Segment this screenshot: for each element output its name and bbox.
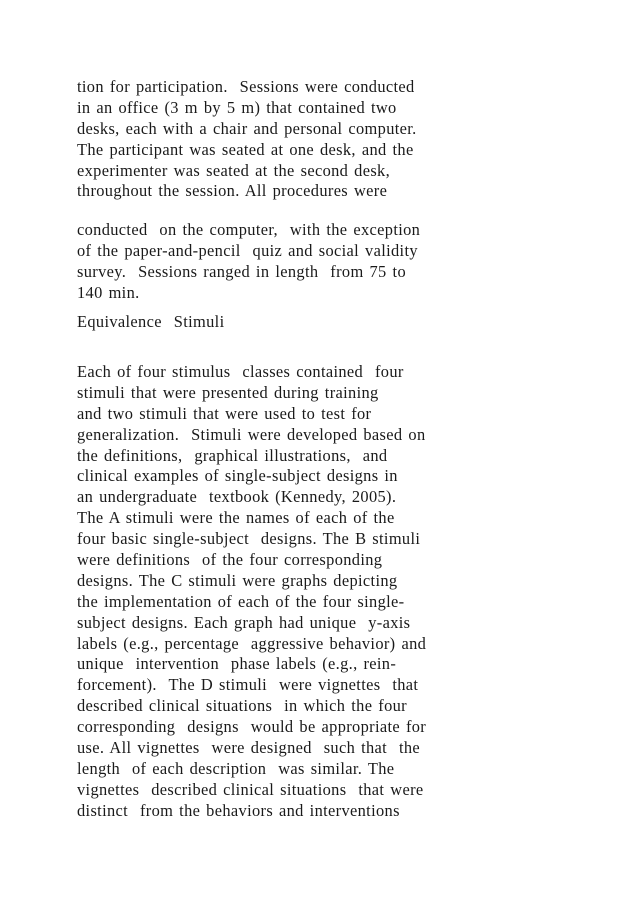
text-line: the implementation of each of the four single- <box>77 591 405 611</box>
text-line: in an office (3 m by 5 m) that contained two <box>77 97 397 117</box>
text-line: corresponding designs would be appropriate for <box>77 717 427 737</box>
text-line: unique intervention phase labels (e.g., rein- <box>77 654 397 674</box>
text-line: an undergraduate textbook (Kennedy, 2005). <box>77 487 397 507</box>
text-line: Each of four stimulus classes contained four <box>77 362 404 381</box>
text-line: designs. The C stimuli were graphs depicting <box>77 570 398 590</box>
section-heading-equivalence-stimuli <box>77 312 557 333</box>
text-line: forcement). The D stimuli were vignettes that <box>77 675 419 695</box>
text-line: 140 min. <box>77 282 140 302</box>
text-line: tion for participation. Sessions were conducted <box>77 77 415 96</box>
paragraph-stimulus-classes <box>77 362 557 822</box>
text-line: throughout the session. All procedures were <box>77 181 388 201</box>
text-line: distinct from the behaviors and interventions <box>77 800 400 820</box>
text-line: clinical examples of single-subject designs in <box>77 466 398 486</box>
text-line: were definitions of the four corresponding <box>77 550 383 570</box>
text-line: desks, each with a chair and personal computer. <box>77 118 417 138</box>
text-line: generalization. Stimuli were developed based on <box>77 424 426 444</box>
text-line: four basic single-subject designs. The B stimuli <box>77 529 421 549</box>
text-line: vignettes described clinical situations that were <box>77 779 424 799</box>
text-line: stimuli that were presented during training <box>77 382 379 402</box>
text-line: use. All vignettes were designed such that the <box>77 738 421 758</box>
text-line: The A stimuli were the names of each of the <box>77 508 395 528</box>
text-line: conducted on the computer, with the exception <box>77 220 421 239</box>
text-line: subject designs. Each graph had unique y-axis <box>77 612 411 632</box>
text-line: of the paper-and-pencil quiz and social validity <box>77 240 418 260</box>
text-line: the definitions, graphical illustrations, and <box>77 445 388 465</box>
paragraph-procedures-continued <box>77 220 557 304</box>
text-line: labels (e.g., percentage aggressive behavior) and <box>77 633 427 653</box>
text-line: described clinical situations in which the four <box>77 696 407 716</box>
paragraph-setting-description <box>77 77 557 202</box>
section-heading: Equivalence Stimuli <box>77 312 225 331</box>
text-line: and two stimuli that were used to test for <box>77 403 372 423</box>
text-line: experimenter was seated at the second desk, <box>77 160 391 180</box>
text-line: The participant was seated at one desk, and the <box>77 139 414 159</box>
text-line: length of each description was similar. The <box>77 758 395 778</box>
text-line: survey. Sessions ranged in length from 75 to <box>77 261 406 281</box>
